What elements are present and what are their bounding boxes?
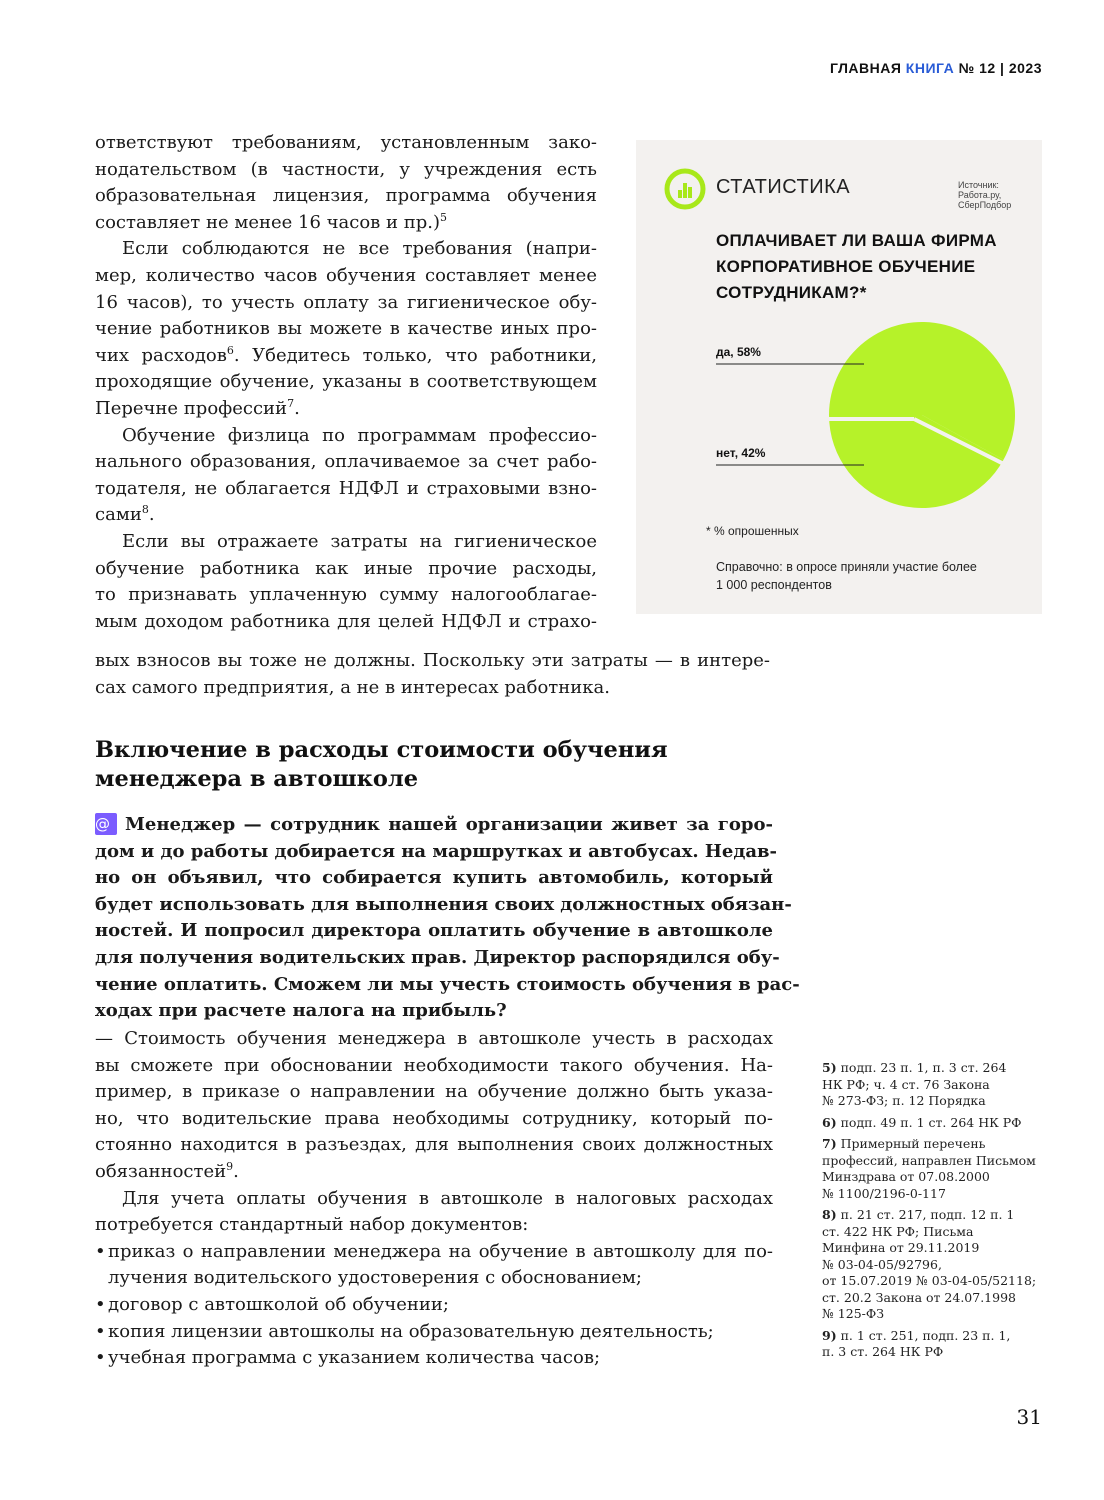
statistics-box [636, 140, 1042, 614]
paragraph-4 [95, 529, 597, 635]
text-line: сами$^8$. [95, 503, 155, 526]
text-line: лучения водительского удостоверения с обоснованием; [108, 1267, 642, 1289]
statistics-reference [716, 558, 1016, 594]
text-line: пример, в приказе о направлении на обучение должно быть указа- [95, 1081, 773, 1103]
text-line: образовательная лицензия, программа обучения [95, 185, 597, 207]
page-number: 31 [1016, 1405, 1042, 1429]
text-line: то признавать уплаченную сумму налогооблагае- [95, 584, 597, 606]
bar-chart-icon [664, 168, 706, 210]
footnote-ref: 8 [141, 503, 149, 517]
heading-line: менеджера в автошколе [95, 766, 419, 792]
text-line: • приказ о направлении менеджера на обучение в автошколу для по- [108, 1240, 773, 1262]
text-line: стоянно находится в разъездах, для выполнения своих должностных [95, 1134, 773, 1156]
footnote-ref: 7 [287, 396, 295, 410]
text-line: Если вы отражаете затраты на гигиеническое [122, 530, 597, 552]
question-line: ОПЛАЧИВАЕТ ЛИ ВАША ФИРМА [716, 231, 997, 250]
text-line: потребуется стандартный набор документов: [95, 1214, 529, 1236]
text-line: Обучение физлица по программам профессио- [122, 424, 597, 446]
text-line: чение оплатить. Сможем ли мы учесть стоимость обучения в рас- [95, 973, 800, 995]
footnote-8: 8) п. 21 ст. 217, подп. 12 п. 1 ст. 422 НК РФ; Письма Минфина от 29.11.2019 № 03-04-05/92796, от 15.07.2019 № 03-04-05/52118; ст. 20.2 Закона от 24.07.1998 № 125-ФЗ [822, 1207, 1037, 1321]
text-line: Для учета оплаты обучения в автошколе в налоговых расходах [122, 1187, 773, 1209]
text-line: будет использовать для выполнения своих должностных обязан- [95, 893, 792, 915]
text-line: сах самого предприятия, а не в интересах работника. [95, 676, 610, 698]
paragraph-4-cont [95, 648, 770, 701]
reference-line: 1 000 респондентов [716, 578, 832, 592]
text-line: 16 часов), то учесть оплату за гигиеническое обу- [95, 291, 597, 313]
magazine-title-part2: КНИГА [905, 60, 955, 76]
footnote-ref: 5 [440, 210, 448, 224]
list-item [95, 1239, 773, 1292]
magazine-title-part1: ГЛАВНАЯ [829, 60, 902, 76]
footnote-ref: 6 [226, 343, 234, 357]
text-line: мым доходом работника для целей НДФЛ и страхо- [95, 610, 597, 632]
text-line: ностей. И попросил директора оплатить обучение в автошколе [95, 920, 773, 942]
text-line: чение работников вы можете в качестве иных про- [95, 318, 597, 340]
text-line: ходах при расчете налога на прибыль? [95, 1000, 507, 1022]
heading-line: Включение в расходы стоимости обучения [95, 737, 668, 763]
text-line: @ Менеджер — сотрудник нашей организации живет за горо- [95, 814, 773, 835]
statistics-title: СТАТИСТИКА [716, 176, 851, 198]
text-line: обязанностей$^9$. [95, 1159, 239, 1182]
footnote-7: 7) Примерный перечень профессий, направлен Письмом Минздрава от 07.08.2000 № 1100/2196-0-117 [822, 1136, 1036, 1201]
text-line: вых взносов вы тоже не должны. Поскольку эти затраты — в интере- [95, 650, 770, 671]
section-heading [95, 736, 775, 794]
documents-list [95, 1239, 773, 1372]
footnote-ref: 9 [226, 1159, 234, 1173]
pie-slice-label: нет, 42% [716, 446, 766, 460]
list-item: • договор с автошколой об обучении; [95, 1292, 773, 1319]
text-line: — Стоимость обучения менеджера в автошколе учесть в расходах [95, 1028, 773, 1049]
article-text-top-wide [95, 648, 770, 701]
text-line: нального образования, оплачиваемое за счет рабо- [95, 451, 597, 473]
text-line: Перечне профессий$^7$. [95, 396, 300, 419]
statistics-question [716, 228, 1016, 306]
footnote-5: 5) подп. 23 п. 1, п. 3 ст. 264 НК РФ; ч. 4 ст. 76 Закона № 273-ФЗ; п. 12 Порядка [822, 1060, 1007, 1108]
article-text-top [95, 130, 597, 635]
list-item: • копия лицензии автошколы на образовательную деятельность; [95, 1319, 773, 1346]
text-line: Если соблюдаются не все требования (напри- [122, 238, 597, 260]
text-line: мер, количество часов обучения составляет менее [95, 264, 597, 286]
text-line: но, что водительские права необходимы сотруднику, который по- [95, 1107, 773, 1129]
text-line: но он объявил, что собирается купить автомобиль, который [95, 867, 773, 889]
expert-answer [95, 1026, 773, 1372]
footnote-6: 6) подп. 49 п. 1 ст. 264 НК РФ [822, 1114, 1022, 1130]
paragraph-2 [95, 236, 597, 422]
text-line: составляет не менее 16 часов и пр.)$^5$ [95, 210, 448, 233]
list-item: • учебная программа с указанием количества часов; [95, 1345, 773, 1372]
text-line: ответствуют требованиям, установленным зако- [95, 132, 597, 153]
statistics-source [958, 180, 1011, 210]
pie-chart [636, 320, 1042, 510]
text-line: для получения водительских прав. Директор распорядился обу- [95, 946, 780, 968]
pie-slice-label: да, 58% [716, 345, 761, 359]
reader-question [95, 812, 800, 1025]
source-line: Источник: [958, 180, 999, 190]
magazine-issue: № 12 | 2023 [958, 60, 1042, 76]
text-line: чих расходов$^6$. Убедитесь только, что работники, [95, 343, 597, 366]
text-line: тодателя, не облагается НДФЛ и страховыми взно- [95, 477, 597, 499]
question-line: СОТРУДНИКАМ?* [716, 283, 867, 302]
source-line: СберПодбор [958, 200, 1012, 210]
text-line: проходящие обучение, указаны в соответствующем [95, 371, 597, 393]
at-sign-icon: @ [95, 813, 117, 835]
paragraph-1 [95, 130, 597, 236]
text-line: нодательством (в частности, у учреждения есть [95, 158, 597, 180]
footnotes [822, 1060, 1047, 1366]
text-line: обучение работника как иные прочие расходы, [95, 557, 597, 579]
statistics-note: * % опрошенных [706, 524, 799, 538]
reference-line: Справочно: в опросе приняли участие более [716, 560, 977, 574]
question-line: КОРПОРАТИВНОЕ ОБУЧЕНИЕ [716, 257, 976, 276]
text-line: вы сможете при обосновании необходимости такого обучения. На- [95, 1054, 773, 1076]
source-line: Работа.ру, [958, 190, 1002, 200]
paragraph-3 [95, 423, 597, 529]
text-line: дом и до работы добирается на маршрутках и автобусах. Недав- [95, 840, 777, 862]
magazine-header [830, 60, 1042, 76]
footnote-9: 9) п. 1 ст. 251, подп. 23 п. 1, п. 3 ст. 264 НК РФ [822, 1327, 1011, 1359]
